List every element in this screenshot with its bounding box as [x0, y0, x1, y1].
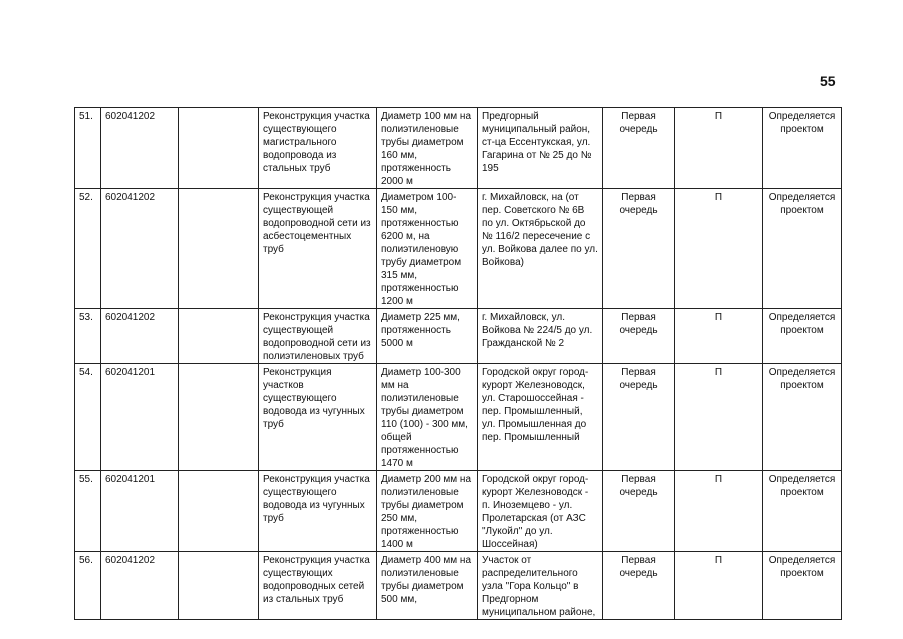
objects-table [74, 107, 842, 620]
cell-parameters: Диаметром 100-150 мм, протяженностью 6200 м, на полиэтиленовую трубу диаметром 315 мм, протяженностью 1200 м [377, 189, 478, 309]
table-row [75, 108, 842, 189]
cell-object-name: Реконструкция участков существующего водовода из чугунных труб [259, 364, 377, 471]
cell-object-name: Реконструкция участка существующего водовода из чугунных труб [259, 471, 377, 552]
table-row [75, 471, 842, 552]
cell-type: П [675, 552, 763, 620]
cell-code: 602041202 [101, 108, 179, 189]
cell-cost: Определяется проектом [763, 552, 842, 620]
cell-number: 54. [75, 364, 101, 471]
cell-cost: Определяется проектом [763, 471, 842, 552]
cell-type: П [675, 108, 763, 189]
cell-cost: Определяется проектом [763, 108, 842, 189]
cell-parameters: Диаметр 100 мм на полиэтиленовые трубы диаметром 160 мм, протяженность 2000 м [377, 108, 478, 189]
cell-queue: Первая очередь [603, 364, 675, 471]
cell-number: 52. [75, 189, 101, 309]
cell-parameters: Диаметр 225 мм, протяженность 5000 м [377, 309, 478, 364]
cell-queue: Первая очередь [603, 108, 675, 189]
cell-empty [179, 471, 259, 552]
cell-code: 602041202 [101, 309, 179, 364]
cell-location: Городской округ город-курорт Железноводск - п. Иноземцево - ул. Пролетарская (от АЗС "Лукойл" до ул. Шоссейная) [478, 471, 603, 552]
cell-queue: Первая очередь [603, 189, 675, 309]
cell-number: 55. [75, 471, 101, 552]
cell-object-name: Реконструкция участка существующих водопроводных сетей из стальных труб [259, 552, 377, 620]
table-row [75, 552, 842, 620]
cell-empty [179, 189, 259, 309]
cell-empty [179, 108, 259, 189]
cell-type: П [675, 189, 763, 309]
cell-type: П [675, 309, 763, 364]
table-row [75, 309, 842, 364]
cell-parameters: Диаметр 400 мм на полиэтиленовые трубы диаметром 500 мм, [377, 552, 478, 620]
page-number: 55 [820, 73, 836, 89]
cell-location: Участок от распределительного узла "Гора Кольцо" в Предгорном муниципальном районе, [478, 552, 603, 620]
table-row [75, 364, 842, 471]
cell-type: П [675, 364, 763, 471]
cell-empty [179, 552, 259, 620]
cell-queue: Первая очередь [603, 309, 675, 364]
cell-location: Предгорный муниципальный район, ст-ца Ессентукская, ул. Гагарина от № 25 до № 195 [478, 108, 603, 189]
cell-location: г. Михайловск, ул. Войкова № 224/5 до ул. Гражданской № 2 [478, 309, 603, 364]
cell-empty [179, 309, 259, 364]
cell-code: 602041201 [101, 364, 179, 471]
cell-parameters: Диаметр 100-300 мм на полиэтиленовые трубы диаметром 110 (100) - 300 мм, общей протяженностью 1470 м [377, 364, 478, 471]
cell-object-name: Реконструкция участка существующего магистрального водопровода из стальных труб [259, 108, 377, 189]
cell-queue: Первая очередь [603, 471, 675, 552]
cell-cost: Определяется проектом [763, 364, 842, 471]
cell-empty [179, 364, 259, 471]
cell-number: 51. [75, 108, 101, 189]
cell-code: 602041202 [101, 552, 179, 620]
cell-location: г. Михайловск, на (от пер. Советского № 6В по ул. Октябрьской до № 116/2 пересечение с ул. Войкова далее по ул. Войкова) [478, 189, 603, 309]
table-row [75, 189, 842, 309]
cell-code: 602041202 [101, 189, 179, 309]
cell-location: Городской округ город-курорт Железноводск, ул. Старошоссейная - пер. Промышленный, ул. Промышленная до пер. Промышленный [478, 364, 603, 471]
cell-type: П [675, 471, 763, 552]
cell-parameters: Диаметр 200 мм на полиэтиленовые трубы диаметром 250 мм, протяженностью 1400 м [377, 471, 478, 552]
cell-number: 53. [75, 309, 101, 364]
cell-code: 602041201 [101, 471, 179, 552]
cell-cost: Определяется проектом [763, 189, 842, 309]
cell-object-name: Реконструкция участка существующей водопроводной сети из асбестоцементных труб [259, 189, 377, 309]
cell-cost: Определяется проектом [763, 309, 842, 364]
cell-object-name: Реконструкция участка существующей водопроводной сети из полиэтиленовых труб [259, 309, 377, 364]
cell-number: 56. [75, 552, 101, 620]
cell-queue: Первая очередь [603, 552, 675, 620]
